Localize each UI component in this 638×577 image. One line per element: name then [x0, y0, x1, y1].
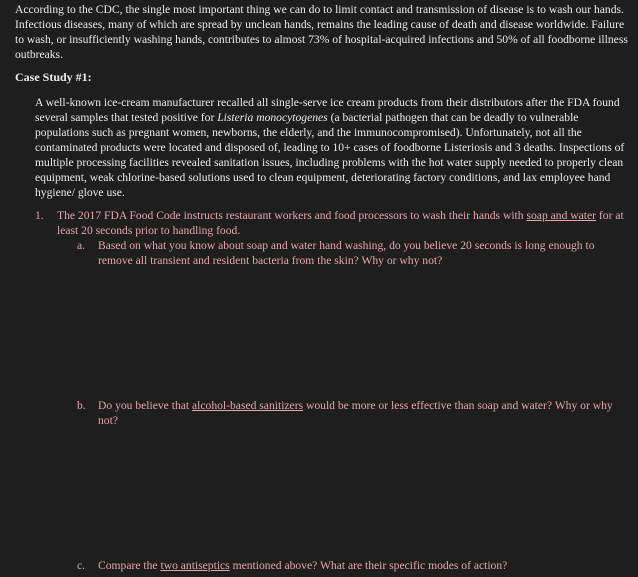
question-1b-text-after: would be more or less effective than soap and water? Why or why not?: [98, 399, 613, 427]
question-1-text: [57, 208, 629, 238]
case-study-heading: Case Study #1:: [15, 70, 92, 84]
question-1-text-before: The 2017 FDA Food Code instructs restaurant workers and food processors to wash their hands with: [57, 209, 527, 222]
question-1c-letter: c.: [77, 559, 86, 572]
intro-paragraph: According to the CDC, the single most important thing we can do to limit contact and transmission of disease is to wash our hands. Infectious diseases, many of which are spread by unclean hands, remains the leading cause of death and disease worldwide. Failure to wash, or insufficiently washing hands, contributes to almost 73% of hospital-acquired infections and 50% of all foodborne illness outbreaks.: [15, 3, 628, 61]
two-antiseptics-link[interactable]: two antiseptics: [160, 559, 230, 572]
soap-and-water-link[interactable]: soap and water: [526, 209, 597, 222]
question-1c-text-after: mentioned above? What are their specific modes of action?: [229, 559, 508, 572]
question-1c-text-before: Compare the: [98, 559, 161, 572]
case-text-1: A well-known ice-cream manufacturer recalled all single-serve ice cream products from their distributors after the FDA found several samples that tested positive for: [35, 96, 620, 124]
question-1b-text-before: Do you believe that: [98, 399, 193, 412]
alcohol-based-sanitizers-link[interactable]: alcohol-based sanitizers: [192, 399, 304, 412]
case-text-2: (a bacterial pathogen that can be deadly to vulnerable populations such as pregnant women, newborns, the elderly, and the immunocompromised). Unfortunately, not all the contaminated products were located and disposed of, leading to 10+ cases of foodborne Listeriosis and 3 deaths. Inspections of multiple processing facilities revealed sanitation issues, including problems with the hot water supply needed to properly clean equipment, weak chlorine-based solutions used to clean equipment, deteriorating factory conditions, and lax employee hand hygiene/ glove use.: [35, 111, 625, 199]
question-1c-text: [98, 558, 507, 573]
organism-name: Listeria monocytogenes: [217, 111, 328, 124]
question-1a-text: Based on what you know about soap and water hand washing, do you believe 20 seconds is long enough to remove all transient and resident bacteria from the skin? Why or why not?: [98, 239, 595, 267]
question-1-text-after: for at least 20 seconds prior to handling food.: [57, 209, 624, 237]
case-study-paragraph: [35, 95, 635, 200]
question-1a-letter: a.: [77, 239, 86, 252]
question-1b-text: [98, 398, 627, 428]
question-1-number: 1.: [35, 209, 44, 222]
question-1b-letter: b.: [77, 399, 86, 412]
